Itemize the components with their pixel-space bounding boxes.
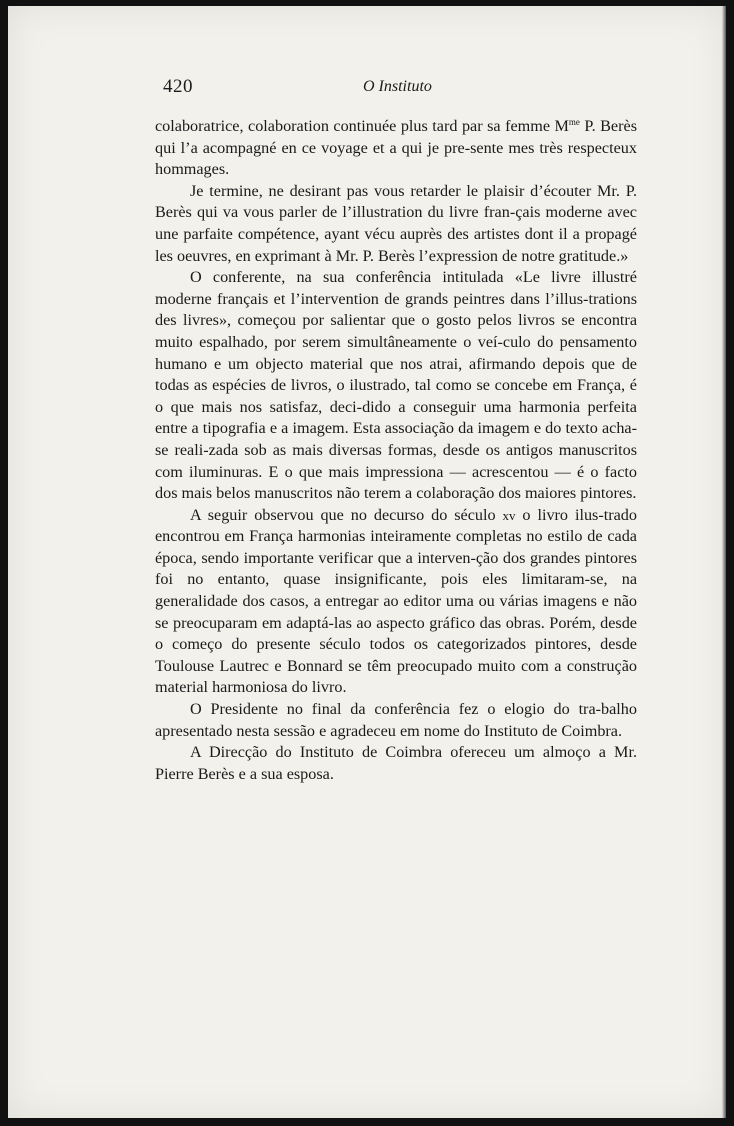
paragraph-5: O Presidente no final da conferência fez o elogio do tra-balho apresentado nesta sessão e agradeceu em nome do Instituto de Coimbra.: [155, 700, 637, 740]
paragraph-4: [155, 505, 637, 699]
paragraph-2: Je termine, ne desirant pas vous retarder le plaisir d’écouter Mr. P. Berès qui va vous parler de l’illustration du livre fran-çais moderne avec une parfaite compétence, ayant vécu auprès des artistes dont il a propagé les oeuvres, en exprimant à Mr. P. Berès l’expression de notre gratitude.»: [155, 181, 637, 265]
paragraph-4-part-b: o livro ilus-trado encontrou em França harmonias inteiramente completas no estilo de cada época, sendo importante verificar que a interven-ção dos grandes pintores foi no entanto, quase insignificante, pois eles limitaram-se, na generalidade dos casos, a entregar ao editor uma ou várias imagens e não se preocuparam em adaptá-las ao aspecto gráfico das obras. Porém, desde o começo do presente século todos os categorizados pintores, desde Toulouse Lautrec e Bonnard se têm preocupado muito com a construção material harmoniosa do livro.: [155, 505, 637, 697]
paragraph-6: A Direcção do Instituto de Coimbra ofereceu um almoço a Mr. Pierre Berès e a sua esposa.: [155, 743, 637, 783]
superscript-me: me: [568, 117, 580, 127]
body-text: [155, 116, 637, 785]
paragraph-4-part-a: A seguir observou que no decurso do século: [190, 505, 503, 524]
page-edge-shadow: [722, 6, 726, 1118]
paragraph-1-part-b: P. Berès qui l’a acompagné en ce voyage et a qui je pre-sente mes très respecteux hommages.: [155, 117, 637, 179]
paragraph-1: [155, 116, 637, 181]
paragraph-3: O conferente, na sua conferência intitulada «Le livre illustré moderne français et l’intervention de grands peintres dans l’illus-trations des livres», começou por salientar que o gosto pelos livros se encontra muito espalhado, por serem simultâneamente o veí-culo do pensamento humano e um objecto material que nos atrai, afirmando depois que de todas as espécies de livros, o ilustrado, tal como se concebe em França, é o que mais nos satisfaz, deci-dido a conseguir uma harmonia perfeita entre a tipografia e a imagem. Esta associação da imagem e do texto acha-se reali-zada sob as mais diversas formas, desde os antigos manuscritos com iluminuras. E o que mais impressiona — acrescentou — é o facto dos mais belos manuscritos não terem a colaboração dos maiores pintores.: [155, 268, 637, 503]
century-numeral: xv: [502, 507, 516, 523]
page-number: 420: [163, 76, 193, 97]
running-title: O Instituto: [363, 78, 432, 95]
running-header: [163, 76, 643, 100]
paragraph-1-part-a: colaboratrice, colaboration continuée plus tard par sa femme M: [155, 117, 569, 135]
